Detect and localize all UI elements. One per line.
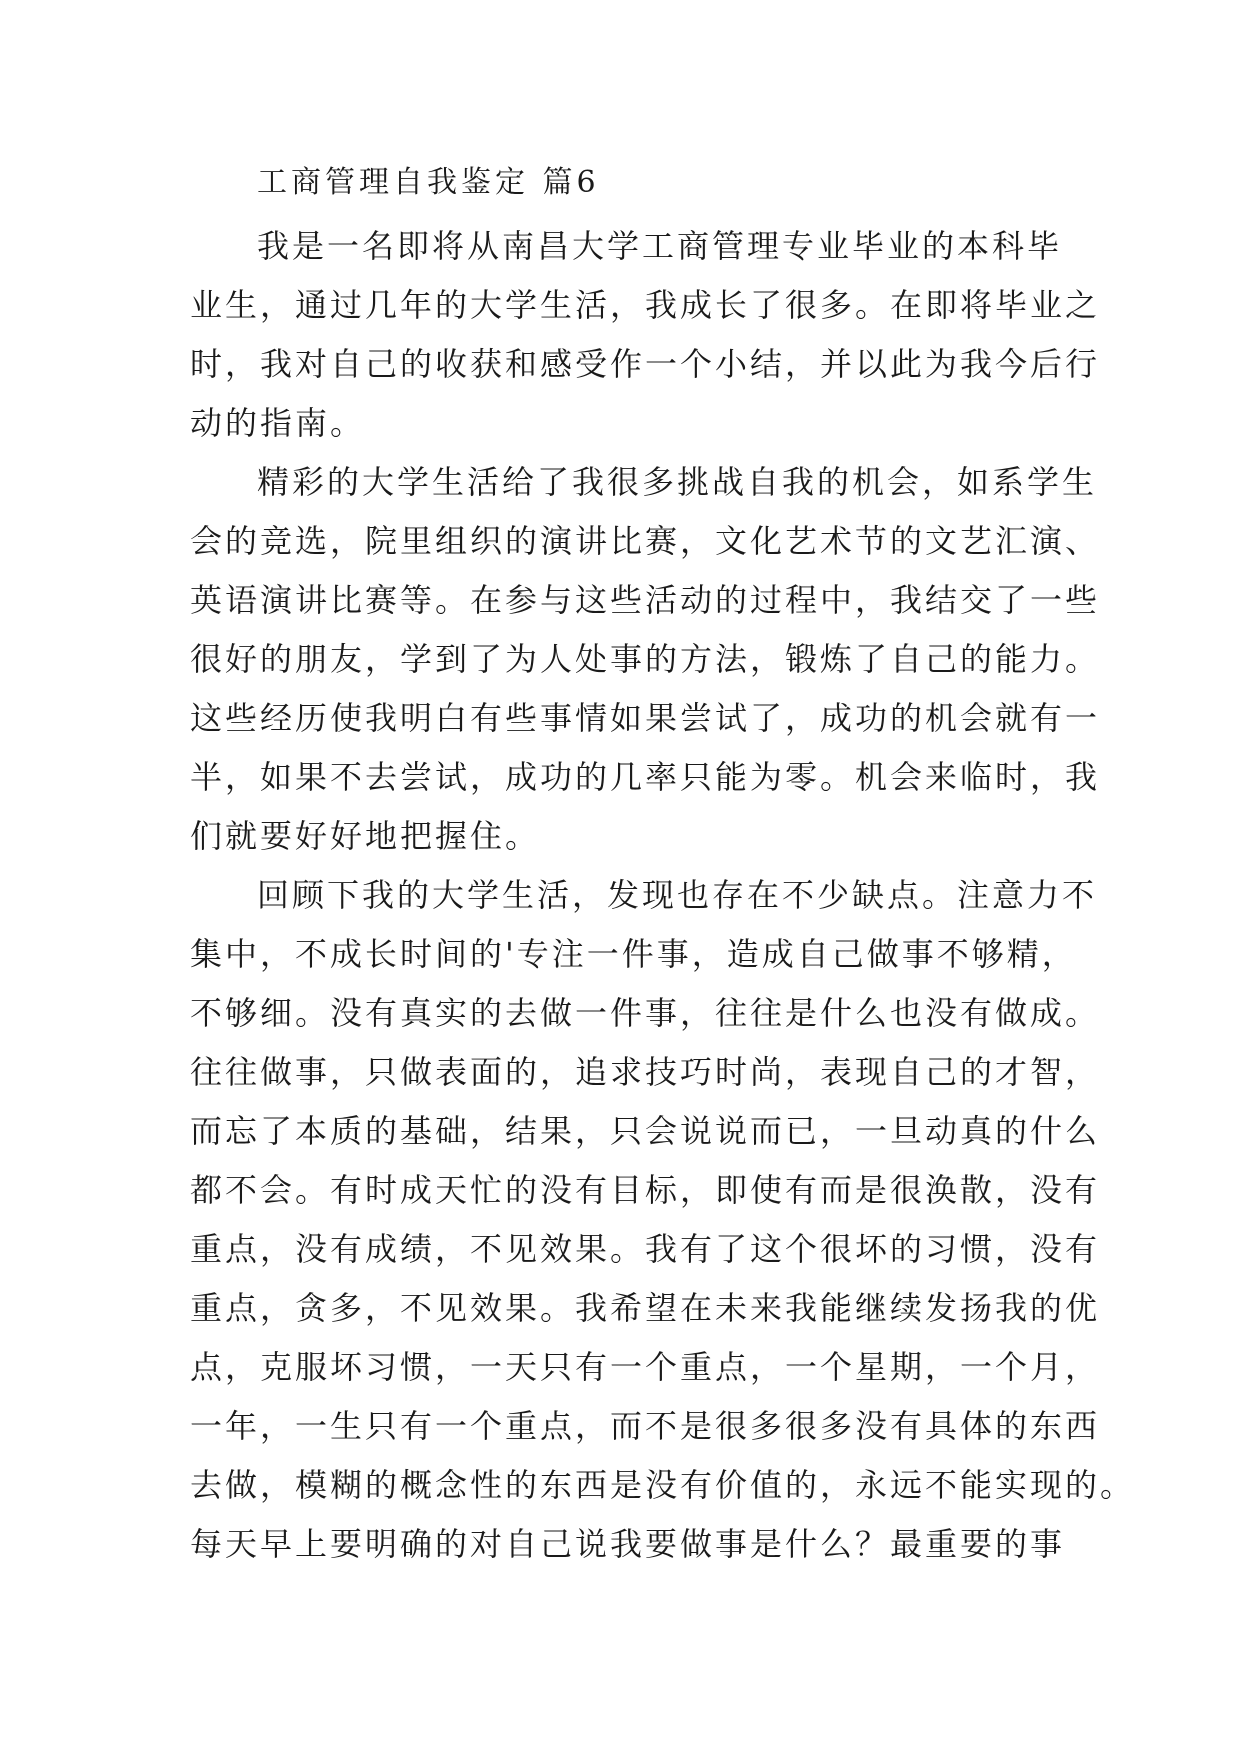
paragraph-line: 时，我对自己的收获和感受作一个小结，并以此为我今后行	[190, 345, 1101, 383]
paragraph-line: 们就要好好地把握住。	[190, 817, 541, 855]
paragraph-line: 不够细。没有真实的去做一件事，往往是什么也没有做成。	[190, 994, 1101, 1032]
paragraph	[190, 217, 1101, 453]
paragraph-line: 业生，通过几年的大学生活，我成长了很多。在即将毕业之	[190, 286, 1101, 324]
paragraph-line: 每天早上要明确的对自己说我要做事是什么？最重要的事	[190, 1525, 1066, 1563]
paragraph	[190, 866, 1136, 1574]
paragraph-line: 重点，贪多，不见效果。我希望在未来我能继续发扬我的优	[190, 1289, 1101, 1327]
paragraph-line: 这些经历使我明白有些事情如果尝试了，成功的机会就有一	[190, 699, 1101, 737]
document-body	[190, 217, 1136, 1574]
paragraph-line: 点，克服坏习惯，一天只有一个重点，一个星期，一个月，	[190, 1348, 1101, 1386]
paragraph	[190, 453, 1101, 866]
paragraph-line: 精彩的大学生活给了我很多挑战自我的机会，如系学生	[257, 463, 1098, 501]
paragraph-line: 我是一名即将从南昌大学工商管理专业毕业的本科毕	[257, 227, 1063, 265]
paragraph-line: 而忘了本质的基础，结果，只会说说而已，一旦动真的什么	[190, 1112, 1101, 1150]
paragraph-line: 很好的朋友，学到了为人处事的方法，锻炼了自己的能力。	[190, 640, 1101, 678]
paragraph-line: 半，如果不去尝试，成功的几率只能为零。机会来临时，我	[190, 758, 1101, 796]
paragraph-line: 集中，不成长时间的'专注一件事，造成自己做事不够精，	[190, 935, 1077, 973]
paragraph-line: 会的竞选，院里组织的演讲比赛，文化艺术节的文艺汇演、	[190, 522, 1101, 560]
paragraph-line: 英语演讲比赛等。在参与这些活动的过程中，我结交了一些	[190, 581, 1101, 619]
paragraph-line: 回顾下我的大学生活，发现也存在不少缺点。注意力不	[257, 876, 1098, 914]
document-title: 工商管理自我鉴定 篇6	[257, 165, 600, 200]
paragraph-line: 往往做事，只做表面的，追求技巧时尚，表现自己的才智，	[190, 1053, 1101, 1091]
paragraph-line: 重点，没有成绩，不见效果。我有了这个很坏的习惯，没有	[190, 1230, 1101, 1268]
paragraph-line: 去做，模糊的概念性的东西是没有价值的，永远不能实现的。	[190, 1466, 1136, 1504]
paragraph-line: 都不会。有时成天忙的没有目标，即使有而是很涣散，没有	[190, 1171, 1101, 1209]
paragraph-line: 一年，一生只有一个重点，而不是很多很多没有具体的东西	[190, 1407, 1101, 1445]
paragraph-line: 动的指南。	[190, 404, 366, 442]
